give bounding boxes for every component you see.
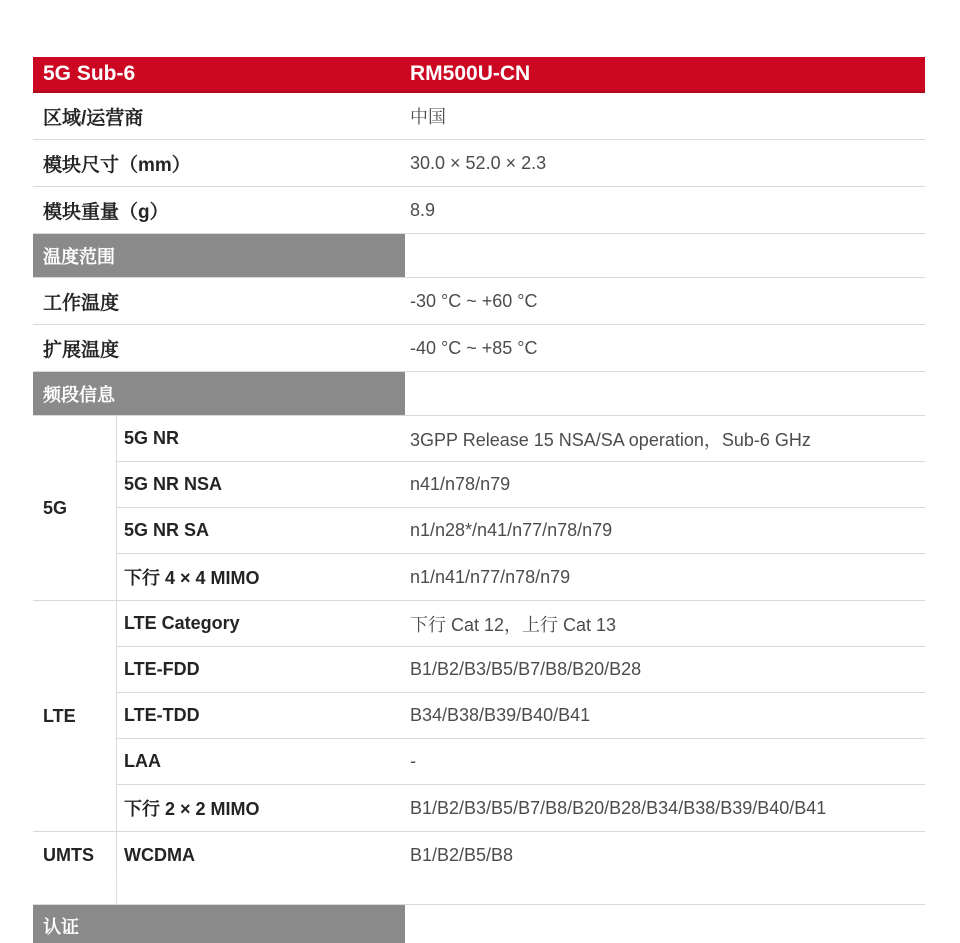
spec-value: B1/B2/B5/B8 [410, 844, 514, 865]
spec-table [33, 57, 925, 943]
section-band-temperature [33, 234, 925, 278]
spec-row-lte-category [117, 601, 925, 647]
spec-label: LTE-FDD [124, 659, 200, 679]
spec-label: LTE Category [124, 613, 240, 633]
spec-row-5g-nr [117, 416, 925, 462]
section-title: 温度范围 [33, 234, 405, 277]
section-gap [33, 878, 925, 904]
spec-label: LTE-TDD [124, 705, 200, 725]
spec-value: 8.9 [410, 199, 436, 220]
spec-value: 下行 Cat 12，上行 Cat 13 [410, 614, 617, 635]
spec-label: 模块尺寸（mm） [43, 154, 191, 176]
spec-value: 中国 [410, 107, 446, 127]
spec-row-lte-tdd [117, 693, 925, 739]
spec-value: B34/B38/B39/B40/B41 [410, 705, 591, 725]
group-rows [117, 832, 925, 878]
spec-row-5g-nr-sa [117, 508, 925, 554]
spec-label: 扩展温度 [43, 339, 120, 361]
spec-value: 3GPP Release 15 NSA/SA operation，Sub-6 GHz [410, 429, 811, 450]
spec-value: n41/n78/n79 [410, 474, 511, 494]
section-title: 认证 [33, 905, 405, 943]
group-column-divider [33, 878, 117, 904]
table-header-model: RM500U-CN [410, 62, 531, 85]
spec-row-lte-fdd [117, 647, 925, 693]
spec-row-lte-2x2-mimo [117, 785, 925, 831]
spec-row-extended-temp [33, 325, 925, 372]
spec-label: 下行 4 × 4 MIMO [124, 568, 260, 588]
table-header-row [33, 57, 925, 93]
spec-label: 下行 2 × 2 MIMO [124, 799, 260, 819]
spec-value: -40 °C ~ +85 °C [410, 337, 538, 358]
spec-value: n1/n28*/n41/n77/n78/n79 [410, 520, 613, 540]
group-label: 5G [33, 416, 117, 600]
spec-row-wcdma [117, 832, 925, 878]
spec-value: B1/B2/B3/B5/B7/B8/B20/B28/B34/B38/B39/B40/B41 [410, 797, 827, 818]
spec-label: 5G NR SA [124, 520, 210, 540]
section-band-certification [33, 904, 925, 943]
spec-row-region-operator [33, 93, 925, 140]
spec-label: 区域/运营商 [43, 107, 144, 129]
group-rows [117, 601, 925, 831]
group-label: UMTS [33, 832, 117, 878]
spec-row-laa [117, 739, 925, 785]
spec-value: -30 °C ~ +60 °C [410, 290, 538, 311]
table-header-category: 5G Sub-6 [43, 62, 136, 85]
spec-value: n1/n41/n77/n78/n79 [410, 566, 571, 587]
spec-value: 30.0 × 52.0 × 2.3 [410, 152, 547, 173]
group-rows [117, 416, 925, 600]
section-title: 频段信息 [33, 372, 405, 415]
spec-value: - [410, 751, 416, 771]
spec-label: WCDMA [124, 844, 195, 865]
spec-label: 5G NR [124, 428, 180, 448]
band-group-5g [33, 416, 925, 601]
spec-label: 模块重量（g） [43, 201, 169, 223]
spec-row-module-size [33, 140, 925, 187]
band-group-lte [33, 601, 925, 832]
group-label: LTE [33, 601, 117, 831]
spec-row-operating-temp [33, 278, 925, 325]
spec-row-5g-4x4-mimo [117, 554, 925, 600]
spec-row-5g-nr-nsa [117, 462, 925, 508]
spec-label: 工作温度 [43, 292, 120, 314]
spec-label: 5G NR NSA [124, 474, 223, 494]
spec-label: LAA [124, 751, 161, 771]
band-group-umts [33, 832, 925, 878]
section-band-frequency [33, 372, 925, 416]
spec-row-module-weight [33, 187, 925, 234]
spec-value: B1/B2/B3/B5/B7/B8/B20/B28 [410, 659, 642, 679]
